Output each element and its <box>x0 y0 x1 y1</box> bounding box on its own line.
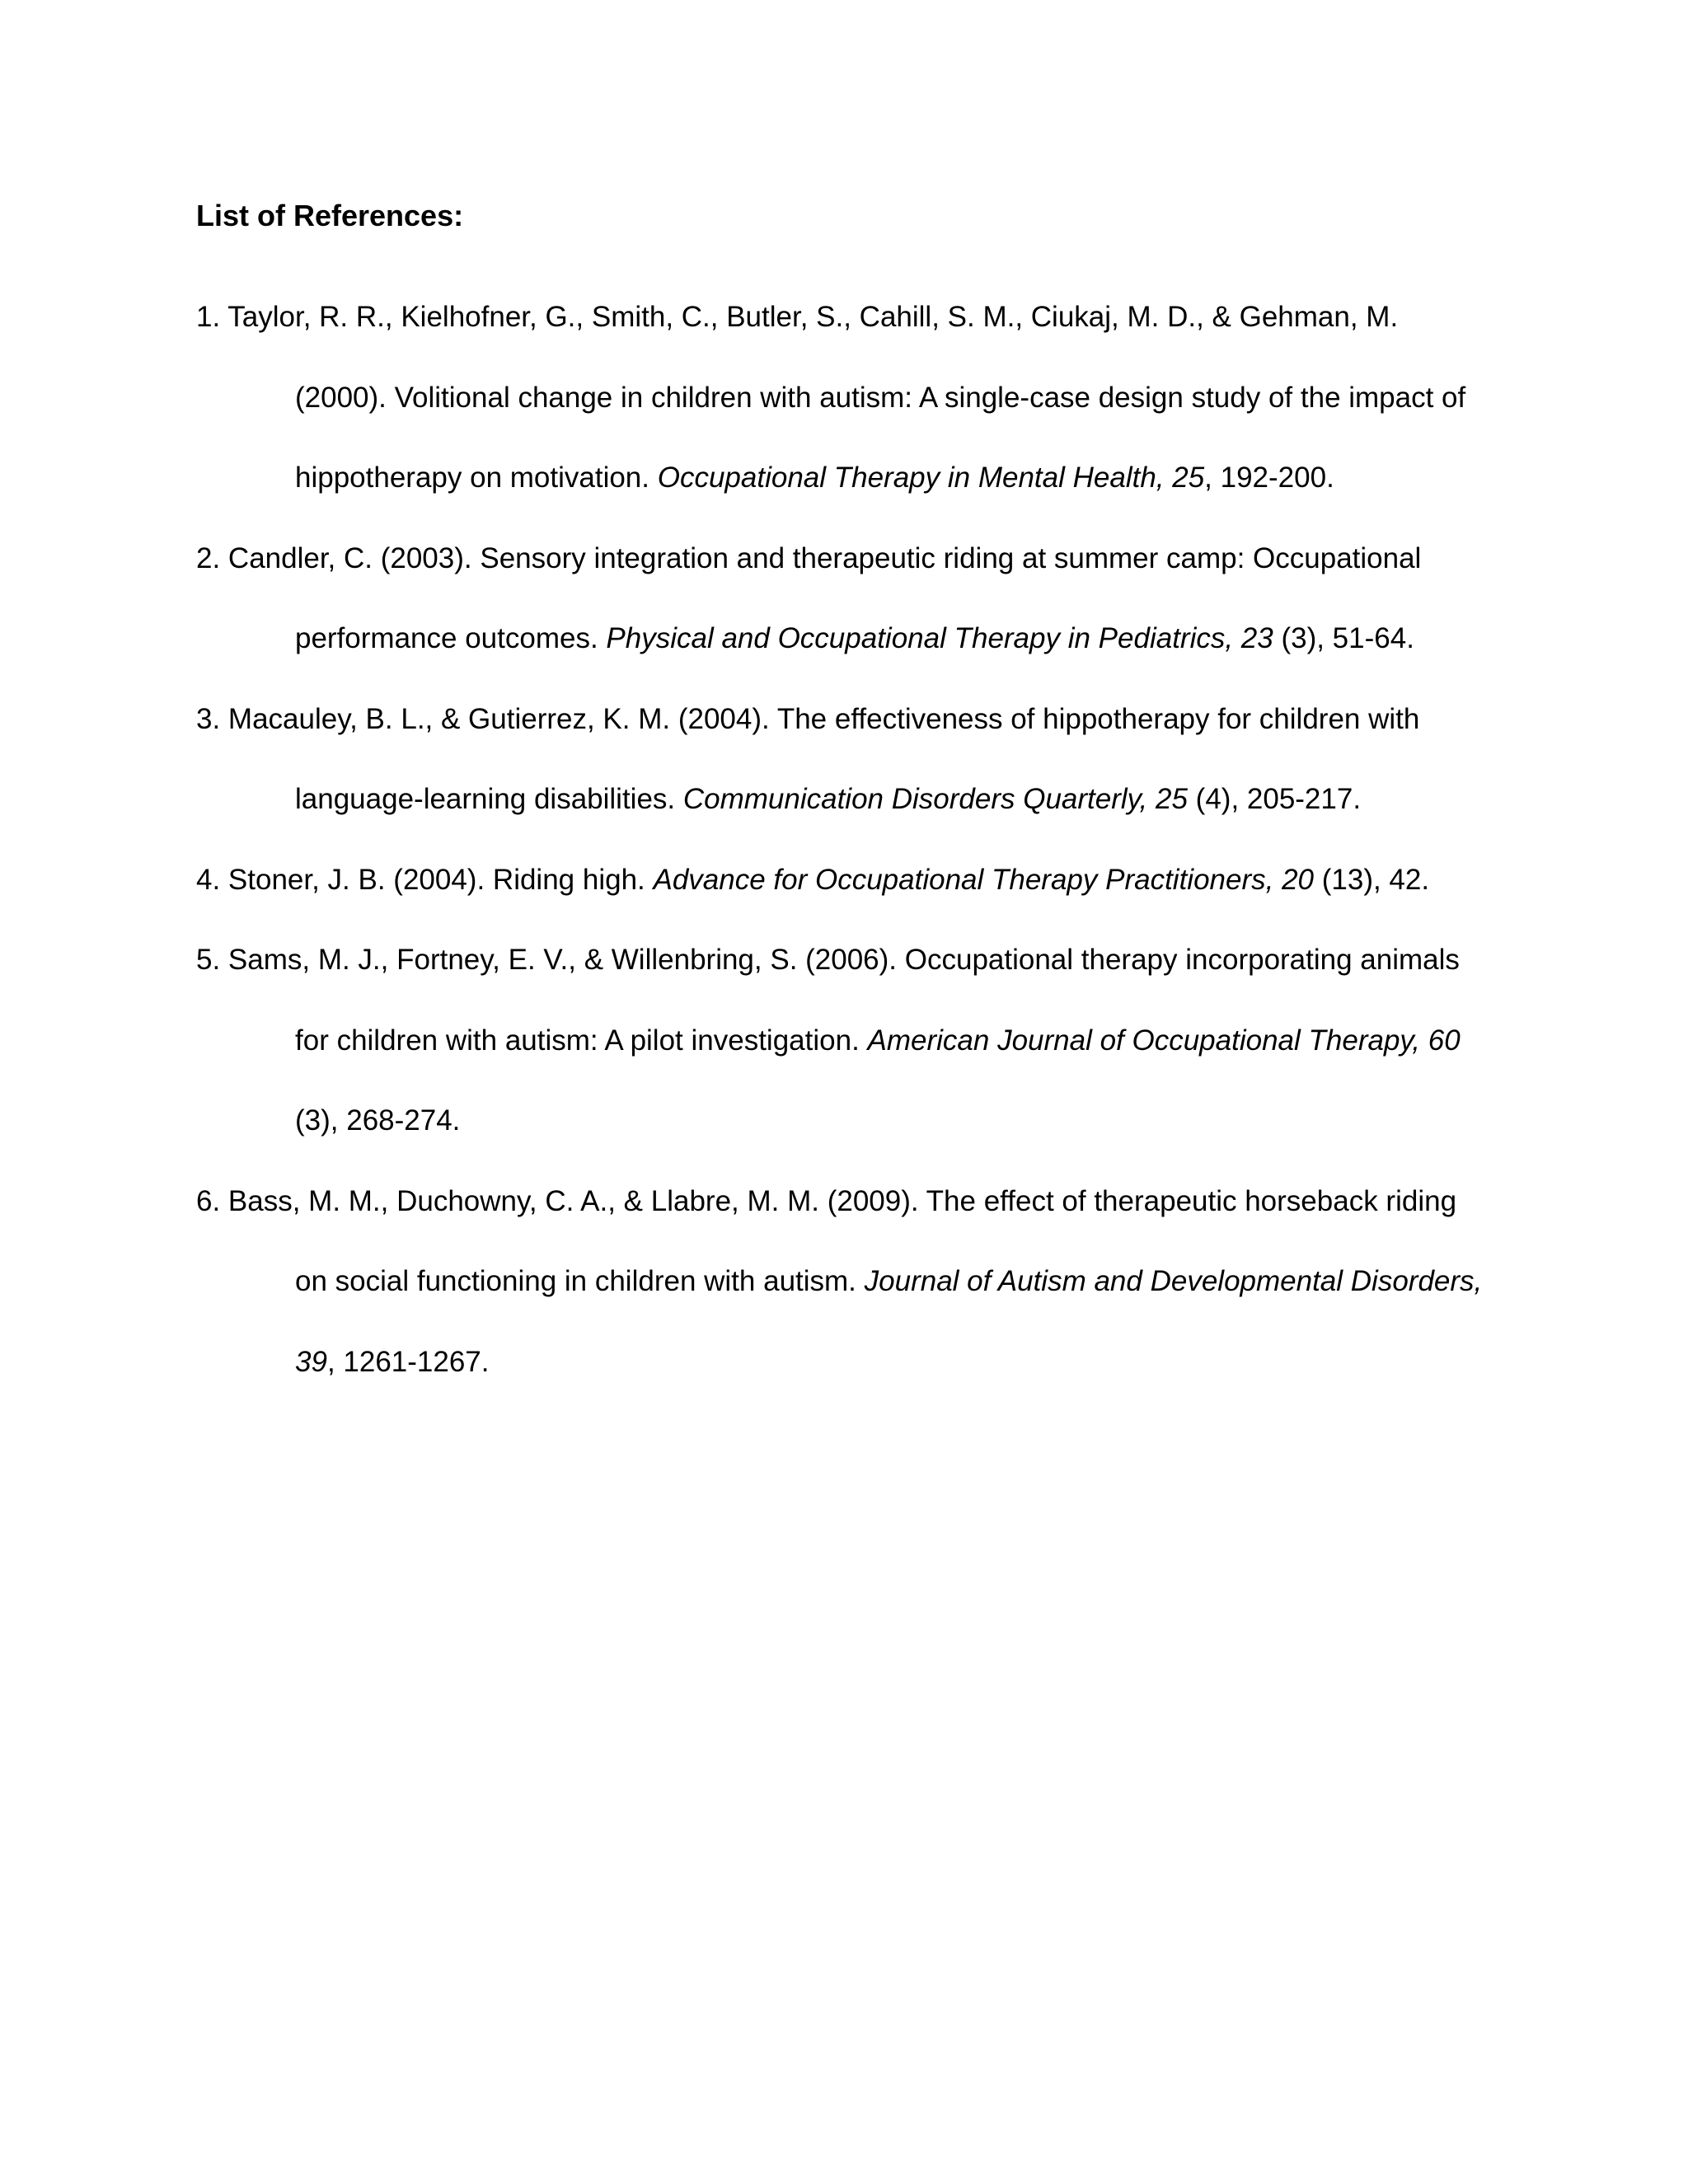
reference-item-5 <box>196 920 1490 1161</box>
reference-item-3 <box>196 679 1490 840</box>
reference-citation: (3), 268-274. <box>295 1104 461 1137</box>
reference-item-1 <box>196 277 1490 518</box>
reference-item-4 <box>196 840 1490 921</box>
references-heading: List of References: <box>196 199 464 232</box>
reference-text: 2. Candler, C. (2003). Sensory integration and therapeutic riding at summer camp: Occupational performance outcomes. <box>196 541 1422 654</box>
reference-journal: Occupational Therapy in Mental Health, 25 <box>657 462 1205 494</box>
reference-journal: Journal of Autism and Developmental Disorders, 39 <box>295 1265 1483 1378</box>
reference-citation: (3), 51-64. <box>1273 622 1414 654</box>
reference-text: 1. Taylor, R. R., Kielhofner, G., Smith, C., Butler, S., Cahill, S. M., Ciukaj, M. D., & Gehman, M. (2000). Volitional change in children with autism: A single-case design study of the impact of hippotherapy on motivation. <box>196 301 1466 494</box>
reference-journal: Communication Disorders Quarterly, 25 <box>682 783 1188 815</box>
reference-item-6 <box>196 1161 1490 1403</box>
reference-journal: Physical and Occupational Therapy in Pediatrics, 23 <box>606 622 1273 654</box>
reference-text: 3. Macauley, B. L., & Gutierrez, K. M. (2004). The effectiveness of hippotherapy for children with language-learning disabilities. <box>196 702 1420 815</box>
reference-citation: , 192-200. <box>1204 462 1334 494</box>
reference-item-2 <box>196 518 1490 679</box>
reference-citation: , 1261-1267. <box>326 1345 490 1378</box>
reference-citation: (13), 42. <box>1314 863 1430 896</box>
reference-text: 4. Stoner, J. B. (2004). Riding high. <box>196 863 654 896</box>
reference-journal: American Journal of Occupational Therapy, 60 <box>867 1024 1461 1057</box>
reference-citation: (4), 205-217. <box>1187 783 1362 815</box>
reference-text: 6. Bass, M. M., Duchowny, C. A., & Llabre, M. M. (2009). The effect of therapeutic horseback riding on social functioning in children with autism. <box>196 1184 1457 1297</box>
reference-text: 5. Sams, M. J., Fortney, E. V., & Willenbring, S. (2006). Occupational therapy incorporating animals for children with autism: A pilot investigation. <box>196 944 1460 1057</box>
reference-journal: Advance for Occupational Therapy Practitioners, 20 <box>653 863 1315 896</box>
reference-list <box>196 277 1490 1402</box>
